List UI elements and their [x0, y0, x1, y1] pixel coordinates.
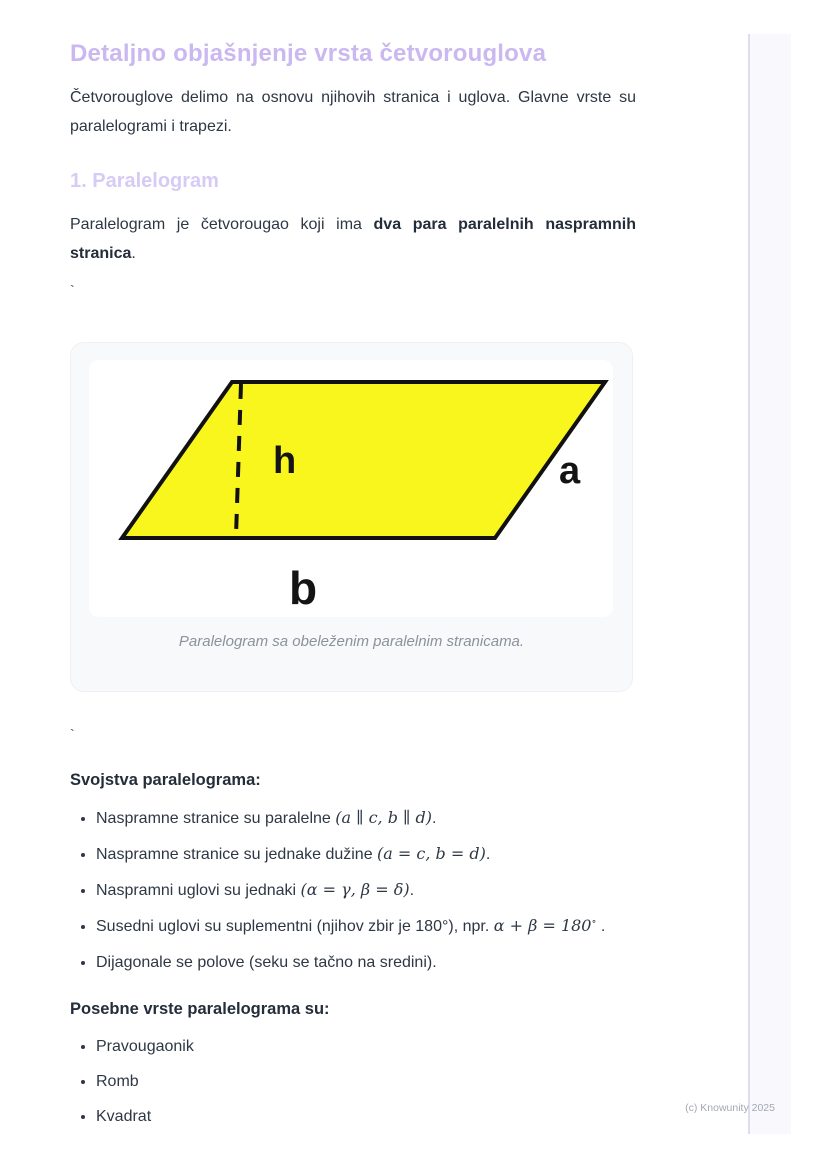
property-item [96, 807, 636, 829]
figure-panel [89, 360, 613, 617]
page-title: Detaljno objašnjenje vrsta četvorouglova [70, 40, 547, 67]
property-math: (a ∥ c, b ∥ d) [335, 808, 432, 827]
label-a: a [559, 450, 581, 492]
property-math: (a = c, b = d) [377, 844, 486, 863]
special-types-list [70, 1036, 636, 1127]
property-item [96, 843, 636, 865]
parallelogram-figure [89, 360, 613, 617]
intro-paragraph: Četvorouglove delimo na osnovu njihovih stranica i uglova. Glavne vrste su paralelogrami i trapezi. [70, 89, 636, 135]
list-item: • Romb [96, 1071, 636, 1092]
definition-period: . [131, 245, 136, 262]
list-item: • Kvadrat [96, 1106, 636, 1127]
scrollbar-track[interactable] [748, 34, 791, 1134]
parallelogram-shape [122, 382, 605, 538]
figure-card [70, 342, 633, 692]
stray-backtick: ` [70, 282, 75, 298]
property-item [96, 951, 636, 973]
property-text: Susedni uglovi su suplementni (njihov zbir je 180°), npr. [96, 918, 494, 935]
property-period: . [485, 846, 491, 863]
property-item [96, 879, 636, 901]
property-period: . [596, 918, 606, 935]
degree-mark: ∘ [591, 916, 597, 928]
definition-paragraph [70, 210, 636, 268]
properties-heading: Svojstva paralelograma: [70, 771, 261, 789]
property-math: α + β = 180 [493, 916, 592, 935]
definition-bold-text: dva para paralelnih naspramnih stranica [70, 216, 637, 262]
property-period: . [409, 882, 415, 899]
property-text: Naspramne stranice su paralelne [96, 810, 336, 827]
properties-list [70, 807, 636, 973]
label-b: b [289, 562, 318, 614]
property-text: Naspramne stranice su jednake dužine [96, 846, 378, 863]
label-h: h [273, 440, 297, 482]
stray-backtick: ` [70, 726, 75, 742]
definition-text: Paralelogram je četvorougao koji ima [70, 216, 374, 233]
section-heading: 1. Paralelogram [70, 170, 219, 192]
property-text: Naspramni uglovi su jednaki [96, 882, 301, 899]
property-text: Dijagonale se polove (seku se tačno na sredini). [96, 954, 437, 971]
figure-caption: Paralelogram sa obeleženim paralelnim stranicama. [178, 633, 525, 650]
property-period: . [432, 810, 437, 827]
special-types-heading: Posebne vrste paralelograma su: [70, 1000, 330, 1018]
document-page [70, 0, 636, 1127]
property-math: (α = γ, β = δ) [300, 880, 410, 899]
footer-copyright: (c) Knowunity 2025 [685, 1102, 775, 1114]
property-item [96, 915, 636, 937]
list-item: • Pravougaonik [96, 1036, 636, 1057]
